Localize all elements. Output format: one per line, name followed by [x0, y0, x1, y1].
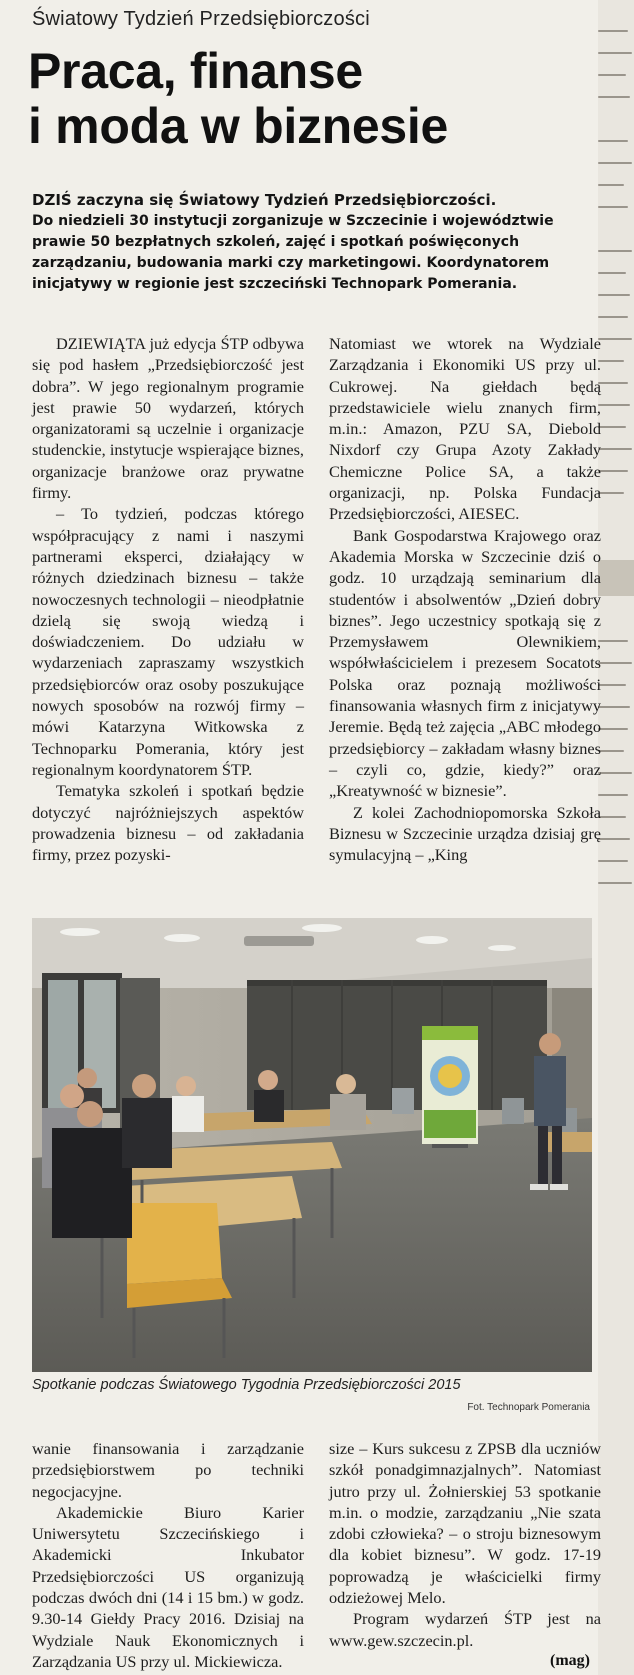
headline-line-1: Praca, finanse [28, 43, 363, 99]
section-kicker: Światowy Tydzień Przedsiębiorczości [32, 8, 370, 30]
paragraph: Natomiast we wtorek na Wydziale Zarządzania i Ekonomiki US przy ul. Cukrowej. Na giełdach będą przedstawiciele wielu znanych firm, m.in.: Amazon, PZU SA, Diebold Nixdorf czy Grupa Azoty Zakłady Chemiczne Police SA, a także organizacji, np. Polska Fundacja Przedsiębiorczości, AIESEC. [329, 334, 601, 524]
article-headline [28, 44, 588, 154]
adjacent-page-edge [598, 0, 634, 1675]
seminar-room-photo [32, 918, 592, 1372]
author-signature: (mag) [550, 1652, 590, 1669]
paragraph: size – Kurs sukcesu z ZPSB dla uczniów szkół ponadgimnazjalnych”. Natomiast jutro przy ul. Żołnierskiej 53 spotkanie m.in. o modzie, zarządzaniu „Nie szata zdobi człowieka? – o stroju biznesowym dla kobiet biznesu”. W godz. 17-19 poprowadzą je właścicielki firmy odzieżowej Melo. [329, 1439, 601, 1608]
photo-caption: Spotkanie podczas Światowego Tygodnia Przedsiębiorczości 2015 [32, 1377, 461, 1393]
body-column-2 [329, 333, 601, 865]
paragraph: – To tydzień, podczas którego współpracujący z nami i naszymi partnerami eksperci, działający w różnych dziedzinach biznesu – także nowoczesnych technologii – nieodpłatnie dzielą się swoją wiedzą i doświadczeniem. Do udziału w wydarzeniach zapraszamy wszystkich przedsiębiorców oraz osoby poszukujące nowych sposobów na rozwój firmy – mówi Katarzyna Witkowska z Technoparku Pomerania, który jest regionalnym koordynatorem ŚTP. [32, 504, 304, 779]
paragraph: Bank Gospodarstwa Krajowego oraz Akademia Morska w Szczecinie dziś o godz. 10 urządzają seminarium dla studentów i absolwentów „Dzień dobry biznes”. Jego uczestnicy spotkają się z Przemysławem Olewnikiem, współwłaścicielem i prezesem Socatots Polska oraz poznają możliwości finansowania własnych firm z inicjatywy Jeremie. Będą też zajęcia „ABC młodego przedsiębiorcy – zakładam własny biznes – czyli co, gdzie, kiedy?” oraz „Kreatywność w biznesie”. [329, 525, 601, 801]
paragraph: Akademickie Biuro Karier Uniwersytetu Szczecińskiego i Akademicki Inkubator Przedsiębiorczości US organizują podczas dwóch dni (14 i 15 bm.) w godz. 9.30-14 Giełdy Pracy 2016. Dzisiaj na Wydziale Nauk Ekonomicznych i Zarządzania US przy ul. Mickiewicza. [32, 1502, 304, 1671]
article-lead [32, 190, 592, 295]
headline-line-2: i moda w biznesie [28, 98, 448, 154]
paragraph: Z kolei Zachodniopomorska Szkoła Biznesu w Szczecinie urządza dzisiaj grę symulacyjną – „King [329, 802, 601, 865]
lead-rest: Do niedzieli 30 instytucji zorganizuje w Szczecinie i województwie prawie 50 bezpłatnych szkoleń, zajęć i spotkań poświęconych zarządzaniu, budowania marki czy marketingowi. Koordynatorem inicjatywy w regionie jest szczeciński Technopark Pomerania. [32, 213, 554, 292]
body-column-4 [329, 1438, 601, 1651]
paragraph: wanie finansowania i zarządzanie przedsiębiorstwem po techniki negocjacyjne. [32, 1439, 304, 1501]
photo-credit: Fot. Technopark Pomerania [467, 1402, 590, 1413]
paragraph: DZIEWIĄTA już edycja ŚTP odbywa się pod hasłem „Przedsiębiorczość jest dobra”. W jego regionalnym programie jest prawie 50 wydarzeń, których organizatorami są uczelnie i organizacje studenckie, instytucje wspierające biznes, organizacje branżowe oraz prywatne firmy. [32, 334, 304, 503]
article-photo [32, 918, 592, 1372]
body-column-1 [32, 333, 304, 865]
paragraph: Tematyka szkoleń i spotkań będzie dotyczyć najróżniejszych aspektów prowadzenia biznesu – od zakładania firmy, przez pozyski- [32, 781, 304, 865]
lead-first-sentence: DZIŚ zaczyna się Światowy Tydzień Przedsiębiorczości. [32, 191, 497, 209]
body-column-3 [32, 1438, 304, 1672]
paragraph: Program wydarzeń ŚTP jest na www.gew.szczecin.pl. [329, 1609, 601, 1650]
